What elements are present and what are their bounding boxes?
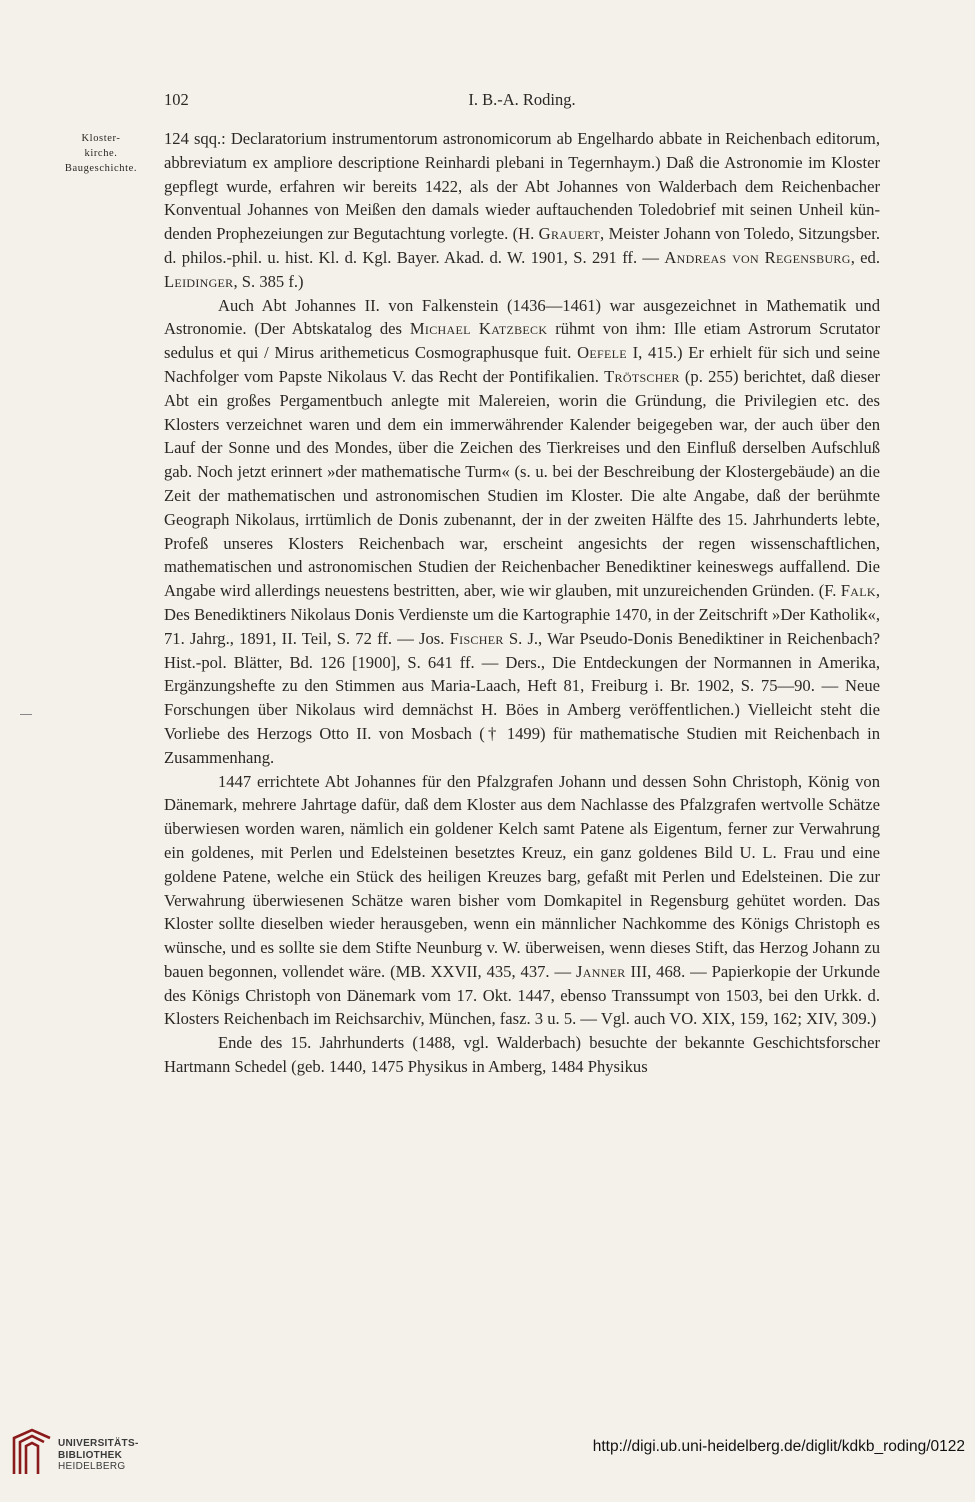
margin-note-line: Baugeschichte.	[64, 163, 138, 174]
page-number: 102	[164, 90, 189, 109]
text-segment: I, 415.) Er erhielt für sich und seine Nachfolger vom Papste Nikolaus V. das Recht der Pontifikalien.	[164, 343, 880, 386]
text-segment: (p. 255) berichtet, daß dieser Abt ein großes Pergamentbuch anlegte mit Malereien, worin die Gründung, die Privilegien etc. des Klosters verzeichnet waren und dem ein immerwährender Kalender beigegeben war, der auch über den Lauf der Sonne und des Mondes, über die Zeichen des Tierkreises und den Einfluß derselben Aufschluß gab. Noch jetzt erinnert »der mathematische Turm« (s. u. bei der Beschreibung der Klostergebäude) an die Zeit der mathematischen und astronomischen Studien im Kloster. Die alte Angabe, daß der berühmte Geograph Nikolaus, irrtümlich de Donis zubenannt, der in der zweiten Hälfte des 15. Jahrhunderts lebte, Profeß unseres Klosters Reichenbach war, erscheint angesichts der regen wissenschaftlichen, mathematischen und astronomischen Studien der Reichenbacher Benediktiner keineswegs auffallend. Die Angabe wird allerdings neuestens bestritten, aber, wie wir glauben, mit unzureichenden Gründen. (F.	[164, 366, 881, 601]
margin-note	[46, 131, 156, 176]
body-text	[164, 127, 880, 1079]
library-name-line: UNIVERSITÄTS-	[58, 1438, 139, 1449]
running-title: I. B.-A. Roding.	[468, 90, 576, 109]
text-segment: , S. 385 f.)	[233, 271, 304, 291]
text-segment: 1447 errichtete Abt Johannes für den Pfalzgrafen Johann und dessen Sohn Christoph, König von Dänemark, mehrere Jahrtage dafür, daß dem Kloster aus dem Nachlasse des Pfalzgrafen wertvolle Schätze überwiesen worden waren, nämlich ein goldener Kelch samt Patene als Eigentum, ferner zur Verwahrung ein goldenes, mit Perlen und Edelsteinen besetztes Kreuz, ein ganz goldenes Bild U. L. Frau und eine goldene Patene, welche ein Stück des heiligen Kreuzes barg, gefaßt mit Perlen und Edelsteinen. Die zur Verwahrung überwiesenen Schätze waren bisher vom Domkapitel in Regensburg gehütet worden. Das Kloster sollte dieselben wieder herausgeben, wenn ein männlicher Nachkomme des Königs Christoph es wünsche, und es sollte sie dem Stifte Neunburg v. W. überweisen, wenn dieses Stift, das Herzog Johann zu bauen begonnen, vollendet wäre. (MB. XXVII, 435, 437. —	[164, 771, 880, 981]
author-name: Michael Katzbeck	[409, 319, 548, 339]
body-paragraph	[164, 1031, 880, 1079]
body-paragraph	[164, 770, 880, 1032]
author-name: Leidinger	[164, 271, 234, 291]
margin-dash-mark	[20, 714, 32, 715]
text-segment: , Des Benediktiners Nikolaus Donis Verdienste um die Kartographie 1470, in der Zeitschrift »Der Katholik«, 71. Jahrg., 1891, II. Teil, S. 72 ff. — Jos.	[164, 581, 880, 648]
library-name-line: HEIDELBERG	[58, 1461, 126, 1472]
text-segment: Auch Abt Johannes II. von Falkenstein (1436—1461) war ausgezeichnet in Mathematik und Astronomie. (Der Abtskatalog des	[164, 295, 880, 339]
author-name: Andreas von Regensburg	[664, 247, 851, 267]
library-name	[58, 1438, 139, 1473]
author-name: Trötscher	[604, 366, 680, 386]
text-segment: 124 sqq.: Declaratorium instrumentorum astronomicorum ab Engelhardo abbate in Reichenbach editorum, abbreviatum ex ampliore descriptione Reinhardi plebani in Tegernhaym.) Daß die Astronomie im Kloster gepflegt wurde, erfahren wir bereits 1422, als der Abt Johannes von Walderbach dem Reichenbacher Konventual Johannes von Meißen den damals wieder auftauchenden Toledobrief mit seinen Unheil kündenden Prophezeiungen zur Begutachtung vorlegte. (H.	[164, 129, 880, 244]
library-logo-icon	[10, 1428, 54, 1478]
text-segment: Ende des 15. Jahrhunderts (1488, vgl. Walderbach) besuchte der bekannte Geschichtsforscher Hartmann Schedel (geb. 1440, 1475 Physikus in Amberg, 1484 Physikus	[164, 1033, 880, 1077]
library-name-line: BIBLIOTHEK	[58, 1449, 123, 1461]
text-segment: , ed.	[850, 247, 880, 267]
text-segment: rühmt von ihm: Ille etiam Astrorum Scrutator sedulus et qui / Mirus arithemeticus Cosmographusque fuit.	[164, 319, 880, 363]
author-name: Fischer	[449, 628, 504, 648]
footer	[0, 1408, 975, 1502]
source-url-link[interactable]: http://digi.ub.uni-heidelberg.de/diglit/kdkb_roding/0122	[592, 1438, 965, 1455]
author-name: Janner	[576, 961, 626, 981]
text-segment: III, 468. — Papierkopie der Urkunde des Königs Christoph von Dänemark vom 17. Okt. 1447, ebenso Transsumpt von 1503, bei den Urkk. d. Klosters Reichenbach im Reichsarchiv, München, fasz. 3 u. 5. — Vgl. auch VO. XIX, 159, 162; XIV, 309.)	[164, 961, 880, 1029]
author-name: Grauert	[538, 224, 601, 244]
margin-note-line: Kloster-	[81, 133, 121, 144]
text-segment: , Meister Johann von Toledo, Sitzungsber. d. philos.-phil. u. hist. Kl. d. Kgl. Bayer. Akad. d. W. 1901, S. 291 ff. —	[164, 224, 880, 267]
page-header	[164, 90, 880, 114]
text-segment: S. J., War Pseudo-Donis Benediktiner in Reichenbach? Hist.-pol. Blätter, Bd. 126 [1900], S. 641 ff. — Ders., Die Entdeckungen der Normannen in Amerika, Ergänzungshefte zu den Stimmen aus Maria-Laach, Heft 81, Freiburg i. Br. 1902, S. 75—90. — Neue Forschungen über Nikolaus wird demnächst H. Böes in Amberg veröffentlichen.) Vielleicht steht die Vorliebe des Herzogs Otto II. von Mosbach († 1499) für mathematische Studien mit Reichenbach in Zusammenhang.	[164, 628, 880, 767]
body-paragraph	[164, 127, 880, 294]
margin-note-line: kirche.	[84, 148, 118, 159]
author-name: Oefele	[577, 343, 627, 363]
author-name: Falk	[840, 581, 876, 601]
body-paragraph	[164, 294, 880, 770]
